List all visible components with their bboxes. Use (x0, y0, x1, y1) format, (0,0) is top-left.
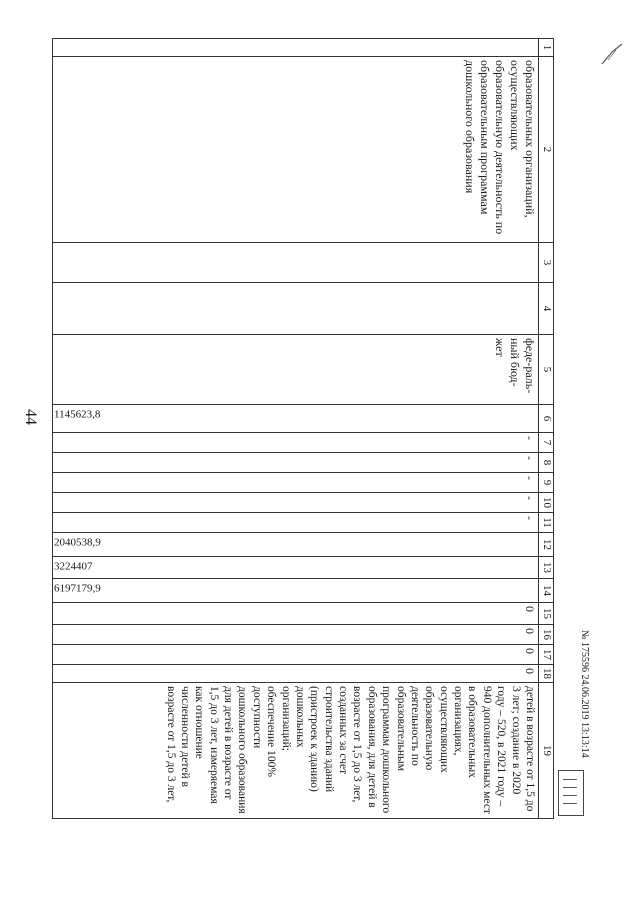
col-header: 13 (539, 557, 554, 579)
cell-value (53, 533, 539, 557)
value-text: 2040538,9 (54, 536, 101, 548)
col-header: 6 (539, 405, 554, 433)
col-header: 8 (539, 453, 554, 473)
cell-funding-source: феде-раль-ный бюд-жет (53, 335, 539, 405)
col-header: 9 (539, 473, 554, 493)
cell-value: 0 (53, 665, 539, 683)
cell-value: 0 (53, 645, 539, 665)
cell-value: - (53, 513, 539, 533)
col-header: 18 (539, 665, 554, 683)
value-text: 1145623,8 (54, 408, 101, 420)
value-text: 3224407 (54, 560, 93, 572)
cell-value (53, 405, 539, 433)
col-header: 17 (539, 645, 554, 665)
cell-value: 0 (53, 625, 539, 645)
value-text: 6197179,9 (54, 582, 101, 594)
col-header: 7 (539, 433, 554, 453)
col-header: 1 (539, 39, 554, 57)
cell-description: образовательных организаций, осуществляющих образовательную деятельность по образовательным программам дошкольного образования (53, 57, 539, 243)
cell-value: - (53, 493, 539, 513)
document-registration-footer: № 175596 24.06.2019 13:13:14 (579, 630, 590, 758)
col-header: 19 (539, 683, 554, 819)
cell-col3 (53, 243, 539, 283)
col-header: 3 (539, 243, 554, 283)
cell-value: - (53, 473, 539, 493)
cell-value (53, 557, 539, 579)
col-header: 11 (539, 513, 554, 533)
registry-stamp-icon (558, 770, 584, 816)
col-header: 12 (539, 533, 554, 557)
page-number: 44 (22, 409, 39, 425)
cell-value: - (53, 453, 539, 473)
col-header: 16 (539, 625, 554, 645)
col-header: 10 (539, 493, 554, 513)
rotated-table-container (52, 38, 554, 814)
header-row (539, 39, 554, 819)
budget-table (52, 38, 554, 819)
col-header: 2 (539, 57, 554, 243)
col-header: 4 (539, 283, 554, 335)
cell-value: 0 (53, 603, 539, 625)
col-header: 15 (539, 603, 554, 625)
col-header: 5 (539, 335, 554, 405)
cell-col1 (53, 39, 539, 57)
cell-col4 (53, 283, 539, 335)
cell-result-description: детей в возрасте от 1,5 до 3 лет; создание в 2020 году – 520, в 2021 году – 940 дополнительных мест в образовательных организациях, осуществляющих образовательную деятельность по образовательным программам дошкольного образования, для детей в возрасте от 1,5 до 3 лет, созданных за счет строительства зданий (пристроек к зданию) дошкольных организаций; обеспечение 100% доступности дошкольного образования для детей в возрасте от 1,5 до 3 лет, измеряемая как отношение численности детей в возрасте от 1,5 до 3 лет, (53, 683, 539, 819)
cell-value (53, 579, 539, 603)
cell-value: - (53, 433, 539, 453)
table-row (53, 39, 539, 819)
col-header: 14 (539, 579, 554, 603)
pen-mark-icon (598, 40, 626, 68)
